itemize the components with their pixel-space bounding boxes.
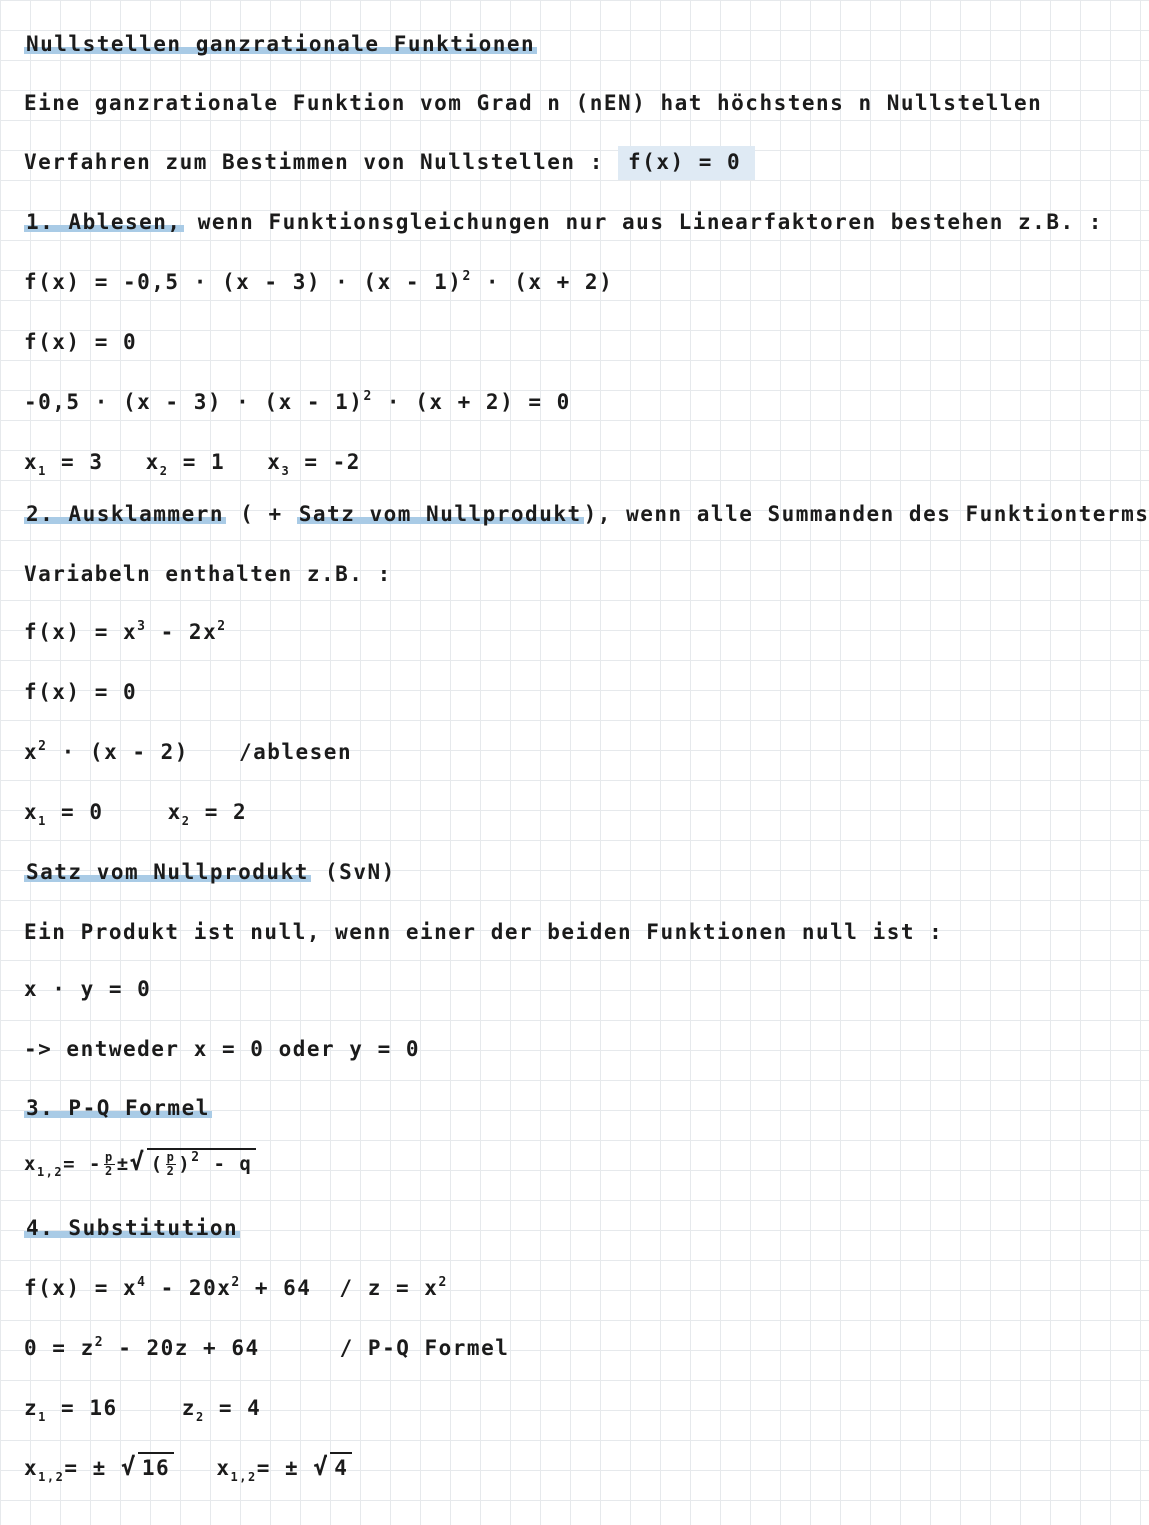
- s2-roots: [24, 798, 247, 826]
- root-x2: $x_2 = 2$: [167, 800, 248, 828]
- svn-abbr: (SvN): [325, 860, 396, 884]
- section1-heading: 1. Ablesen,: [26, 210, 182, 234]
- root-z1: $z_1 = 16$: [24, 1396, 118, 1424]
- section1-text: wenn Funktionsgleichungen nur aus Linearfaktoren bestehen z.B. :: [197, 210, 1103, 234]
- section2-text2: Variabeln enthalten z.B. :: [24, 562, 392, 586]
- root-x12-a: $x_{1,2}=$ ± √ 16: [24, 1456, 174, 1480]
- s4-equation-2: $0 = z^2 - 20z + 64 / P-Q$ Formel: [24, 1335, 510, 1360]
- ablesen-note: /ablesen: [238, 740, 353, 764]
- root-x1: $x_1 = 0$: [24, 800, 104, 828]
- s4-equation-1: $f(x) = x^4 - 20x^2 + 64 / z = x^2$: [24, 1275, 448, 1300]
- substitution-note: / $z = x^2$: [339, 1275, 448, 1300]
- section3-heading: 3. P-Q Formel: [26, 1096, 210, 1120]
- svn-equation: x · y = 0: [24, 977, 152, 1001]
- page-title: [24, 30, 537, 58]
- condition-box: f(x) = 0: [618, 146, 755, 180]
- title-text: Nullstellen ganzrationale Funktionen: [26, 32, 536, 56]
- root-x2: $x_2 = 1$: [145, 450, 226, 478]
- root-x12-b: $x_{1,2}=$ ± √ 4: [216, 1456, 352, 1480]
- s1-equation-2: f(x) = 0: [24, 330, 138, 354]
- root-x1: $x_1 = 3$: [24, 450, 104, 478]
- section3-heading-line: [24, 1094, 212, 1122]
- pq-radicand: ( $\frac{p}{2}$ )$^2$ - q: [147, 1148, 257, 1178]
- s1-roots: [24, 448, 361, 476]
- s2-equation-1: $f(x) = x^3 - 2x^2$: [24, 619, 227, 644]
- method-intro-text: Verfahren zum Bestimmen von Nullstellen :: [24, 150, 604, 174]
- s1-equation-3: -0,5 · (x - 3) · (x - 1)$^2$ · (x + 2) = 0: [24, 389, 571, 414]
- p-half-fraction: $\frac{p}{2}$: [104, 1150, 114, 1178]
- root-z2: $z_2 = 4$: [181, 1396, 262, 1424]
- section4-heading-line: [24, 1214, 240, 1242]
- section2-heading: 2. Ausklammern: [26, 502, 225, 526]
- svn-heading-line: [24, 858, 396, 886]
- pq-note: / P-Q Formel: [339, 1336, 510, 1360]
- svn-implication: -> entweder x = 0 oder y = 0: [24, 1037, 421, 1061]
- sqrt-icon: √: [313, 1453, 330, 1481]
- s1-equation-1: f(x) = -0,5 · (x - 3) · (x - 1)$^2$ · (x + 2): [24, 269, 614, 294]
- sqrt-icon: √: [129, 1148, 146, 1176]
- s4-z-roots: [24, 1394, 261, 1422]
- section1-heading-line: [24, 208, 1103, 236]
- svn-heading: Satz vom Nullprodukt: [26, 860, 309, 884]
- intro-text: Eine ganzrationale Funktion vom Grad n (nEN) hat höchstens n Nullstellen: [24, 91, 1043, 115]
- s2-equation-2: f(x) = 0: [24, 680, 138, 704]
- s2-equation-3: $x^2 \cdot (x - 2)$ /ablesen: [24, 739, 353, 764]
- root-x3: $x_3 = -2$: [267, 450, 361, 478]
- sqrt-icon: √: [120, 1453, 137, 1481]
- svn-text: Ein Produkt ist null, wenn einer der beiden Funktionen null ist :: [24, 920, 944, 944]
- section2-satz: Satz vom Nullprodukt: [298, 502, 582, 526]
- section2-heading-line: 2. Ausklammern ( + Satz vom Nullprodukt), wenn alle Summanden des Funktionterms: [26, 502, 1149, 526]
- pq-formula: $x_{1,2}=$ - $\frac{p}{2}$ ±√ ( $\frac{p}{2}$ )$^2$ - q: [24, 1148, 256, 1178]
- section4-heading: 4. Substitution: [26, 1216, 239, 1240]
- method-intro: [24, 148, 755, 176]
- s4-x-roots: [24, 1452, 352, 1482]
